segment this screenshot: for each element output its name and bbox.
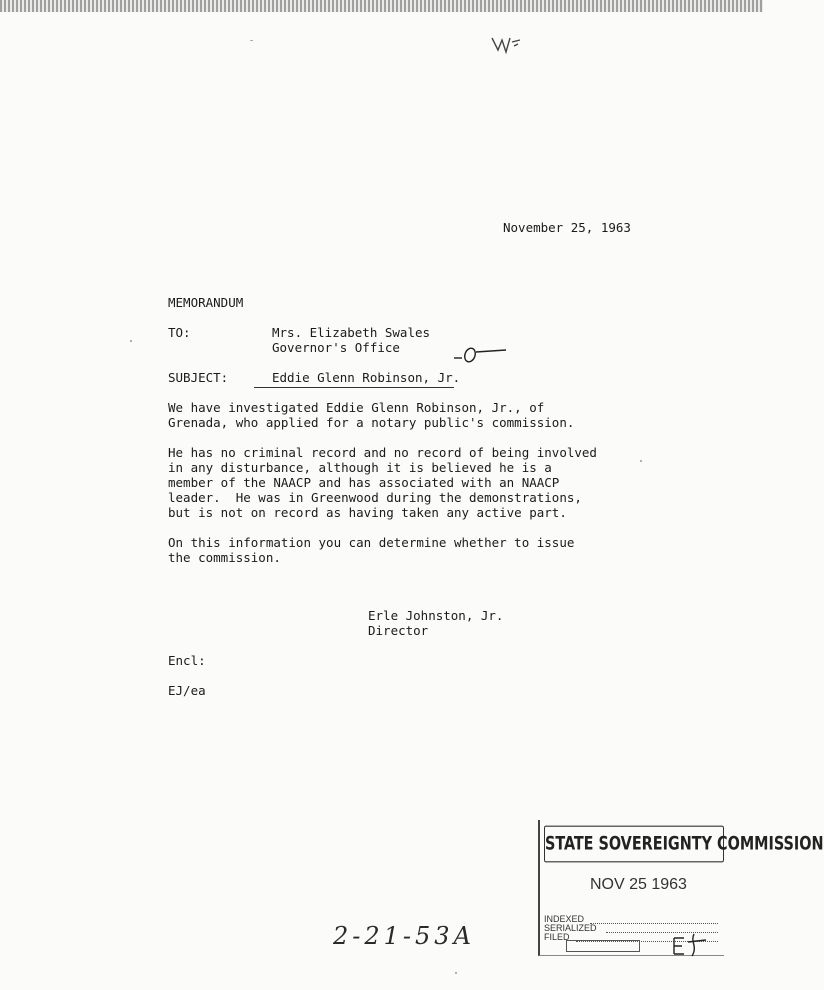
subject-label: SUBJECT: <box>168 370 229 385</box>
subject-underline <box>254 387 454 388</box>
paragraph-investigation: We have investigated Eddie Glenn Robinson, Jr., of Grenada, who applied for a notary public's commission. <box>168 400 575 430</box>
typist-initials: EJ/ea <box>168 683 206 698</box>
stamp-field-serialized: SERIALIZED <box>544 923 597 933</box>
handwritten-initials-mark <box>668 932 716 956</box>
stamp-field-indexed: INDEXED <box>544 914 585 924</box>
memo-heading: MEMORANDUM <box>168 295 244 310</box>
to-label: TO: <box>168 325 191 340</box>
stamp-field-filed: FILED <box>544 932 570 942</box>
stamp-date: NOV 25 1963 <box>590 876 687 893</box>
enclosure-line: Encl: <box>168 653 206 668</box>
paragraph-conclusion: On this information you can determine whether to issue the commission. <box>168 535 575 565</box>
recipient-office: Governor's Office <box>272 340 400 355</box>
stamp-title: STATE SOVEREIGNTY COMMISSION <box>544 826 724 863</box>
signature-name: Erle Johnston, Jr. <box>368 608 504 623</box>
received-stamp <box>538 820 824 956</box>
signature-block <box>368 608 503 638</box>
scan-speck <box>250 40 253 41</box>
signature-title: Director <box>368 623 429 638</box>
recipient-name: Mrs. Elizabeth Swales <box>272 325 431 340</box>
scan-speck <box>455 972 457 974</box>
to-recipient <box>272 325 430 355</box>
paragraph-findings: He has no criminal record and no record of being involved in any disturbance, although it is believed he is a member of the NAACP and has associated with an NAACP leader. He was in Greenwood during the demonstrations, but is not on record as having taken any active part. <box>168 445 597 520</box>
scan-edge <box>0 0 763 12</box>
subject-value: Eddie Glenn Robinson, Jr. <box>272 370 461 385</box>
scribble-mark <box>488 30 524 58</box>
stamp-dotted-line <box>590 923 718 924</box>
scan-speck <box>130 340 132 342</box>
handwritten-dash-mark <box>452 342 508 366</box>
memo-date: November 25, 1963 <box>503 220 631 235</box>
handwritten-file-number: 2-21-53A <box>333 922 475 950</box>
scan-speck <box>640 460 642 462</box>
stamp-box <box>566 940 640 952</box>
